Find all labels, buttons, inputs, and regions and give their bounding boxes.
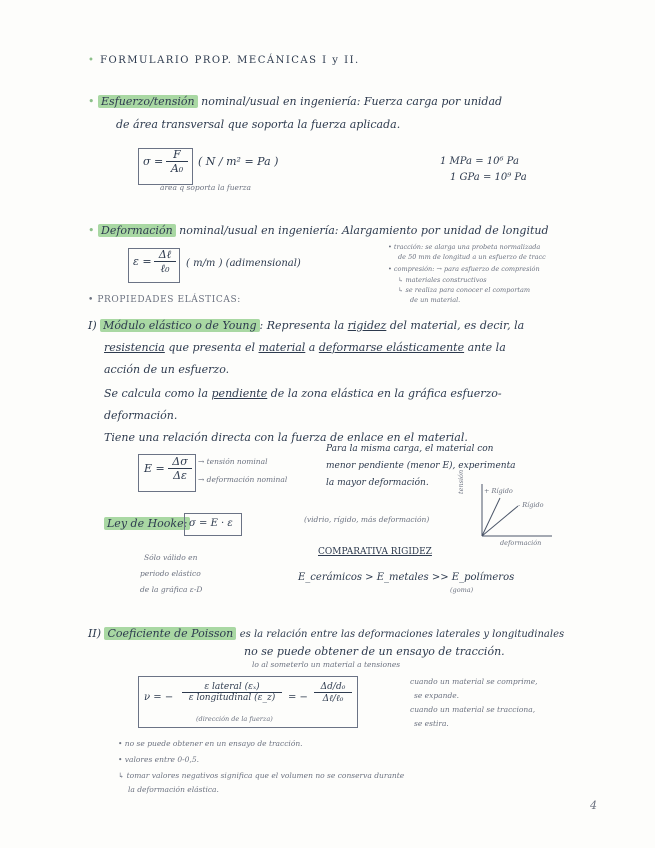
elastic-properties-heading: • PROPIEDADES ELÁSTICAS: [88,295,241,305]
bullet-dot: • [88,55,96,66]
strain-epsilon: ε = [133,255,152,268]
young-line4b: de la zona elástica en la gráfica esfuerzo- [270,387,502,400]
young-fraction [168,455,192,482]
young-line6: Tiene una relación directa con la fuerza de enlace en el material. [104,431,468,444]
shallow-line [482,506,518,536]
validity-line2: periodo elástico [140,569,201,578]
compression-note-b: ↳ materiales constructivos [398,276,487,284]
strain-fraction [154,248,176,275]
slope-word: pendiente [211,387,268,400]
stress-fraction [166,148,188,175]
young-line5: deformación. [104,409,178,422]
tension-label: → tensión nominal [198,457,268,466]
rigid-note: (vidrio, rígido, más deformación) [304,515,430,524]
deformation-label: → deformación nominal [198,475,288,484]
young-line4a: Se calcula como la [104,387,209,400]
compression-note-c: ↳ se realiza para conocer el comportam [398,286,531,294]
poisson-bullet2: • valores entre 0-0,5. [118,755,199,764]
graph-y-label: tensión [457,469,465,494]
stress-delta: Δσ [172,455,188,468]
stress-definition-line2: de área transversal que soporta la fuerza aplicada. [116,118,401,131]
compression-note-a: • compresión: → para esfuerzo de compresión [388,265,540,273]
hooke-term: Ley de Hooke: [104,517,190,530]
rigidity-comparison-sub: (goma) [450,586,474,594]
poisson-side-note2: se expande. [414,691,460,700]
hooke-equation: σ = E · ε [189,518,233,529]
poisson-side-note1: cuando un material se comprime, [410,677,538,686]
young-term: Módulo elástico o de Young [100,319,259,332]
young-E: E = [144,462,165,475]
young-line3: acción de un esfuerzo. [104,363,230,376]
poisson-bullet3: ↳ tomar valores negativos significa que el volumen no se conserva durante [118,771,405,780]
poisson-side-note4: se estira. [414,719,449,728]
strain-line1: nominal/usual en ingeniería: Alargamiento por unidad de longitud [179,224,549,237]
young-line1b: del material, es decir, la [389,319,525,332]
poisson-line1-text: es la relación entre las deformaciones laterales y longitudinales [239,629,565,640]
section-number: I) [88,319,97,332]
longitudinal-strain: ε longitudinal (ε_z) [188,693,276,703]
young-line1a: : Representa la [259,319,345,332]
section-number: II) [88,627,101,640]
rigidity-comparison: E_cerámicos > E_metales >> E_polímeros [298,572,515,583]
rigidity-word: rigidez [347,319,387,332]
validity-line3: de la gráfica ε-D [140,585,203,594]
strain-delta: Δε [173,469,187,482]
young-line2d: ante la [467,341,506,354]
poisson-line3: lo al someterlo un material a tensiones [252,660,401,669]
force-symbol: F [173,148,181,161]
tension-note-b: de 50 mm de longitud a un esfuerzo de tracc [398,253,546,261]
validity-line1: Sólo válido en [144,553,198,562]
graph-x-label: deformación [500,539,542,547]
poisson-equals: = − [288,692,308,703]
rigidity-comparison-title: COMPARATIVA RIGIDEZ [318,547,432,557]
poisson-line1 [88,628,564,640]
slope-note-a: Para la misma carga, el material con [326,444,494,454]
strain-definition-line1 [88,225,549,237]
stress-sigma: σ = [143,155,164,168]
bullet-dot: • [88,224,95,237]
material-word: material [258,341,306,354]
stress-term: Esfuerzo/tensión [98,95,198,108]
stress-strain-sketch [462,476,582,546]
title-text: FORMULARIO PROP. MECÁNICAS I y II. [100,55,360,66]
young-line2c: a [308,341,316,354]
poisson-fraction-ratio [314,682,352,704]
deform-phrase: deformarse elásticamente [318,341,465,354]
poisson-fraction-main [182,682,282,703]
stress-line1: nominal/usual en ingeniería: Fuerza carga por unidad [201,95,503,108]
poisson-bullet4: la deformación elástica. [128,785,219,794]
poisson-line2: no se puede obtener de un ensayo de tracción. [244,645,505,658]
hooke-label [104,518,190,530]
slope-note-b: menor pendiente (menor E), experimenta [326,461,516,471]
poisson-bullet1: • no se puede obtener en un ensayo de tracción. [118,739,303,748]
length-symbol: ℓ₀ [160,262,170,275]
page-number: 4 [590,799,597,812]
poisson-side-note3: cuando un material se tracciona, [410,705,536,714]
poisson-nu: ν = − [144,692,174,703]
lateral-strain: ε lateral (εₓ) [204,682,260,692]
graph-less-rigid: - Rígido [518,501,544,509]
young-line2b: que presenta el [168,341,256,354]
length-ratio: Δℓ/ℓ₀ [322,694,344,704]
elongation-symbol: Δℓ [158,248,172,261]
slope-note-c: la mayor deformación. [326,478,429,488]
poisson-term: Coeficiente de Poisson [104,627,236,640]
gpa-conversion: 1 GPa = 10⁹ Pa [450,172,527,183]
strain-term: Deformación [98,224,176,237]
area-note: área q soporta la fuerza [160,183,251,192]
mpa-conversion: 1 MPa = 10⁶ Pa [440,156,519,167]
diameter-ratio: Δd/d₀ [320,682,346,692]
resistance-word: resistencia [104,341,165,354]
page-title [88,55,360,66]
area-symbol: A₀ [170,162,184,175]
compression-note-d: de un material. [410,296,461,304]
bullet-dot: • [88,95,95,108]
young-line4 [104,388,502,400]
young-line2 [104,342,506,354]
young-line1 [88,320,524,332]
strain-unit: ( m/m ) (adimensional) [186,258,301,269]
tension-note-a: • tracción: se alarga una probeta normalizada [388,243,541,251]
force-direction-note: (dirección de la fuerza) [196,715,273,723]
steep-line [482,498,500,536]
stress-unit: ( N / m² = Pa ) [198,155,279,168]
graph-more-rigid: + Rígido [484,487,513,495]
stress-definition-line1 [88,96,502,108]
